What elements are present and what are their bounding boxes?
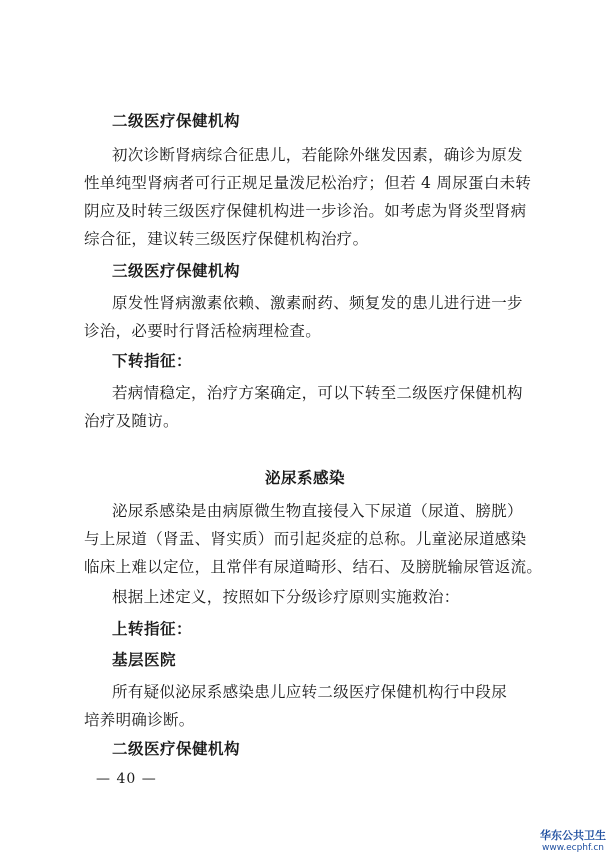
paragraph-line: 若病情稳定，治疗方案确定，可以下转至二级医疗保健机构 bbox=[112, 384, 523, 402]
paragraph-line: 初次诊断肾病综合征患儿，若能除外继发因素，确诊为原发 bbox=[112, 146, 523, 164]
section-heading-secondary-care: 二级医疗保健机构 bbox=[112, 111, 241, 130]
paragraph-line: 原发性肾病激素依赖、激素耐药、频复发的患儿进行进一步 bbox=[112, 294, 523, 312]
paragraph-line: 综合征，建议转三级医疗保健机构治疗。 bbox=[84, 230, 369, 248]
paragraph-line: 阴应及时转三级医疗保健机构进一步诊治。如考虑为肾炎型肾病 bbox=[84, 202, 527, 220]
section-heading-tertiary-care: 三级医疗保健机构 bbox=[112, 261, 241, 280]
section-heading-down-referral: 下转指征： bbox=[112, 351, 193, 370]
paragraph-line: 性单纯型肾病者可行正规足量泼尼松治疗；但若 4 周尿蛋白未转 bbox=[84, 174, 532, 192]
paragraph-line: 治疗及随访。 bbox=[84, 412, 179, 430]
watermark-logo bbox=[540, 830, 606, 853]
section-heading-primary-hospital: 基层医院 bbox=[112, 650, 177, 669]
paragraph-line: 根据上述定义，按照如下分级诊疗原则实施救治： bbox=[112, 588, 460, 606]
paragraph-line: 与上尿道（肾盂、肾实质）而引起炎症的总称。儿童泌尿道感染 bbox=[84, 530, 527, 548]
paragraph-line: 临床上难以定位，且常伴有尿道畸形、结石、及膀胱输尿管返流。 bbox=[84, 558, 543, 576]
section-title-uti: 泌尿系感染 bbox=[264, 468, 345, 487]
paragraph-line: 所有疑似泌尿系感染患儿应转二级医疗保健机构行中段尿 bbox=[112, 683, 508, 701]
paragraph-line: 诊治，必要时行肾活检病理检查。 bbox=[84, 322, 322, 340]
watermark-url: www.ecphf.cn bbox=[541, 842, 605, 853]
section-heading-up-referral: 上转指征： bbox=[112, 619, 193, 638]
paragraph-line: 泌尿系感染是由病原微生物直接侵入下尿道（尿道、膀胱） bbox=[112, 502, 523, 520]
page-number: — 40 — bbox=[96, 771, 157, 787]
section-heading-secondary-care-2: 二级医疗保健机构 bbox=[112, 739, 241, 758]
paragraph-line: 培养明确诊断。 bbox=[84, 711, 195, 729]
watermark-name: 华东公共卫生 bbox=[540, 829, 606, 842]
